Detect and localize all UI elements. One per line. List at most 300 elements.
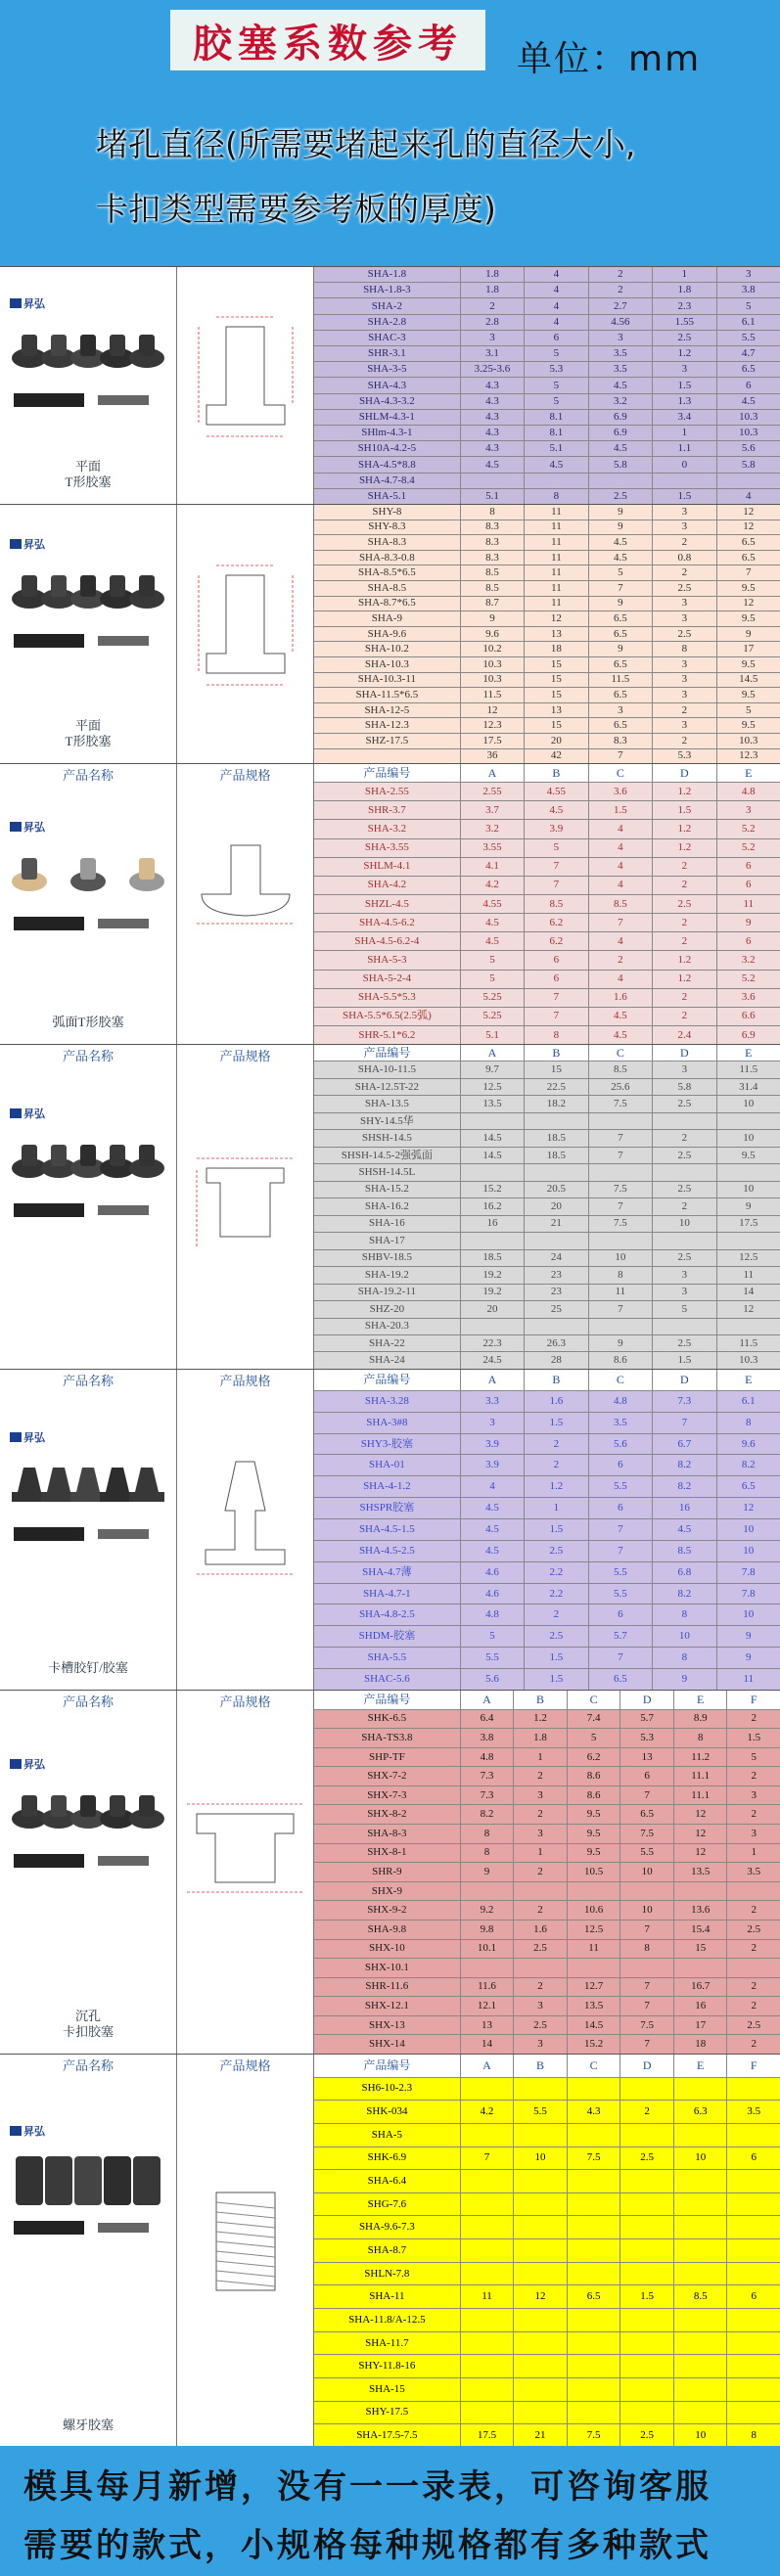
dimension-value: 14.5 (739, 673, 758, 686)
dimension-value: 1 (514, 1748, 568, 1767)
dimension-value: 2 (751, 1770, 757, 1783)
dimension-value: 11 (461, 2285, 515, 2308)
product-code: SHAC-5.6 (314, 1669, 461, 1690)
dimension-value (674, 2239, 728, 2262)
brand-name: 昇弘 (23, 822, 45, 834)
dimension-value: 4.8 (461, 1604, 525, 1625)
product-code: SHX-8-2 (314, 1805, 461, 1824)
dimension-value: 6.9 (741, 1028, 756, 1041)
dimension-value: 5.1 (461, 1026, 525, 1044)
product-code: SHY3-胶塞 (314, 1434, 461, 1455)
dimension-value (620, 2193, 674, 2216)
dimension-value: 13.5 (674, 1863, 728, 1881)
table-row (314, 1026, 780, 1044)
dimension-value: 10 (620, 1863, 674, 1881)
dimension-value: 13 (525, 703, 588, 718)
product-code: SHP-TF (314, 1748, 461, 1767)
table-row (314, 1519, 780, 1541)
product-code: SHA-12.5T-22 (314, 1079, 461, 1095)
product-code: SHR-11.6 (314, 1978, 461, 1997)
dimension-value: 5.8 (653, 1079, 716, 1095)
dimension-value: 1.6 (589, 989, 653, 1007)
dimension-value: 6 (746, 879, 752, 891)
dimension-value: 5.6 (741, 442, 756, 455)
table-row (314, 1285, 780, 1301)
brand-logo (10, 1756, 45, 1772)
spec-tables (0, 266, 780, 2447)
dimension-value: 4 (525, 267, 588, 282)
dimension-value: 8.2 (461, 1805, 515, 1824)
dimension-value: 2 (514, 1767, 568, 1785)
product-code: SHA-4.7-8.4 (314, 474, 461, 488)
dimension-value: 7 (589, 1301, 653, 1317)
dimension-value: 10.6 (568, 1901, 621, 1920)
dimension-value (461, 2216, 515, 2238)
table-row (314, 1148, 780, 1164)
dimension-value (514, 2078, 568, 2101)
product-code: SHA-8.5 (314, 581, 461, 596)
product-code: SHA-8.7*6.5 (314, 597, 461, 611)
dimension-value: 7 (620, 1921, 674, 1939)
product-code: SHA-9.8 (314, 1921, 461, 1939)
dimension-table (314, 1045, 780, 1369)
header-col-e: E (745, 1046, 753, 1061)
product-code: SHA-11.7 (314, 2332, 461, 2355)
spec-section (0, 764, 780, 1045)
dimension-value: 2.5 (653, 1182, 716, 1198)
product-code: SHR-3.1 (314, 346, 461, 361)
dimension-value: 6.2 (568, 1748, 621, 1767)
dimension-value: 2.5 (653, 895, 716, 913)
product-code: SHX-7-2 (314, 1767, 461, 1785)
dimension-value: 10.1 (461, 1940, 515, 1959)
table-row (314, 1669, 780, 1690)
dimension-value: 3 (746, 803, 752, 816)
dimension-value: 2 (751, 1904, 757, 1917)
dimension-value: 1 (751, 1846, 757, 1859)
dimension-value: 2 (525, 1434, 588, 1455)
dimension-value: 5.5 (741, 331, 756, 343)
dimension-value: 2.5 (620, 2424, 674, 2447)
dimension-value: 4.8 (741, 785, 756, 797)
dimension-value: 4.3 (461, 410, 525, 425)
product-code: SHA-4.5-1.5 (314, 1519, 461, 1540)
dimension-value: 42 (525, 749, 588, 764)
dimension-value: 3 (653, 718, 716, 733)
dimension-value: 13.6 (674, 1901, 728, 1920)
brand-logo (10, 819, 45, 835)
dimension-value: 8 (674, 1729, 728, 1747)
spec-drawing-cell (177, 267, 314, 504)
dimension-value: 3 (514, 1997, 568, 2015)
dimension-value: 28 (525, 1352, 588, 1368)
product-code: SHA-2.55 (314, 783, 461, 800)
dimension-value: 1.6 (514, 1921, 568, 1939)
dimension-value (514, 2309, 568, 2331)
product-code: SHA-17 (314, 1233, 461, 1248)
dimension-value: 1.1 (653, 441, 716, 456)
dimension-value (461, 2402, 515, 2424)
dimension-value: 7 (746, 566, 752, 579)
brand-name: 昇弘 (23, 1759, 45, 1771)
table-row (314, 565, 780, 581)
dimension-value (620, 2170, 674, 2192)
table-row (314, 1498, 780, 1519)
dimension-value (674, 2078, 728, 2101)
dimension-value: 13.5 (568, 1997, 621, 2015)
product-code: SHA-3#8 (314, 1413, 461, 1433)
dimension-value: 9 (746, 916, 752, 928)
dimension-value: 6.1 (741, 1394, 756, 1407)
dimension-value: 10 (743, 1183, 755, 1196)
dimension-value: 15 (525, 688, 588, 702)
brand-name: 昇弘 (23, 2126, 45, 2138)
product-code: SHLM-4.3-1 (314, 410, 461, 425)
brand-name: 昇弘 (23, 298, 45, 310)
dimension-value (514, 2355, 568, 2377)
product-code: SHA-8-3 (314, 1825, 461, 1843)
dimension-value: 4.5 (589, 1026, 653, 1044)
dimension-value (727, 1959, 780, 1977)
dimension-value: 1.6 (525, 1391, 588, 1412)
column-header-spec: 产品规格 (219, 1694, 271, 1709)
product-code: SHA-3-5 (314, 362, 461, 377)
dimension-value (717, 1233, 780, 1248)
table-row (314, 718, 780, 734)
dimension-value: 18 (674, 2035, 728, 2054)
dimension-value: 5 (751, 1750, 757, 1763)
dimension-value (461, 2239, 515, 2262)
dimension-value: 4.5 (461, 1541, 525, 1561)
product-code: SHA-2.8 (314, 315, 461, 330)
dimension-value: 7.3 (653, 1391, 716, 1412)
dimension-value: 3 (514, 1786, 568, 1805)
dimension-value: 2.7 (589, 298, 653, 313)
column-header-name: 产品名称 (62, 1048, 114, 1063)
dimension-value: 10.3 (461, 673, 525, 688)
dimension-value: 2 (589, 951, 653, 969)
dimension-value (620, 2355, 674, 2377)
dimension-value: 7 (525, 858, 588, 876)
product-code: SHA-4-1.2 (314, 1476, 461, 1497)
dimension-value: 5.2 (741, 822, 756, 835)
table-row (314, 535, 780, 551)
dimension-value: 4.8 (461, 1748, 515, 1767)
dimension-value: 2 (653, 877, 716, 894)
brand-icon (10, 1432, 22, 1442)
header-code: 产品编号 (314, 1691, 461, 1709)
dimension-value (461, 1882, 515, 1901)
dimension-value: 2.5 (589, 489, 653, 504)
dimension-value: 12.1 (461, 1997, 515, 2015)
table-row (314, 877, 780, 895)
table-row (314, 2378, 780, 2402)
dimension-value: 5.2 (741, 972, 756, 985)
dimension-value: 5.2 (741, 841, 756, 854)
dimension-value (589, 1113, 653, 1129)
dimension-drawing (177, 806, 313, 1002)
dimension-value: 2 (751, 2000, 757, 2012)
dimension-value: 10 (514, 2147, 568, 2170)
dimension-value: 3 (461, 1413, 525, 1433)
dimension-value: 8.7 (461, 597, 525, 611)
dimension-value: 3.9 (461, 1455, 525, 1475)
label-strip (98, 2223, 149, 2233)
table-row (314, 2016, 780, 2036)
dimension-value: 2 (653, 535, 716, 550)
header-col-a: A (461, 2055, 515, 2077)
dimension-value: 1.3 (653, 394, 716, 409)
label-strip (98, 395, 149, 405)
dimension-value: 3 (653, 597, 716, 611)
table-row (314, 657, 780, 673)
dimension-value: 15.2 (568, 2035, 621, 2054)
table-row (314, 801, 780, 820)
dimension-value: 3 (653, 657, 716, 672)
dimension-value (620, 2402, 674, 2424)
dimension-value: 12 (743, 1502, 755, 1514)
dimension-value: 15.2 (461, 1182, 525, 1198)
dimension-value: 8.9 (674, 1710, 728, 1729)
dimension-value (620, 2332, 674, 2355)
spec-section (0, 267, 780, 505)
label-strip (14, 2221, 84, 2235)
dimension-value (674, 1959, 728, 1977)
table-row (314, 914, 780, 932)
brand-logo (10, 536, 45, 552)
dimension-value: 24 (525, 1250, 588, 1266)
product-code: SHA-9 (314, 611, 461, 626)
dimension-value: 4.7 (741, 347, 756, 360)
dimension-value: 9.7 (461, 1062, 525, 1077)
product-code: SHY-17.5 (314, 2402, 461, 2424)
dimension-value: 4.55 (525, 783, 588, 800)
dimension-value: 8 (461, 505, 525, 520)
dimension-value (727, 2170, 780, 2192)
dimension-value: 7.8 (741, 1565, 756, 1578)
table-row (314, 2216, 780, 2239)
header-col-d: D (620, 2055, 674, 2077)
column-header-spec: 产品规格 (219, 1048, 271, 1063)
table-row (314, 457, 780, 473)
dimension-value: 2 (653, 1008, 716, 1025)
product-code: SHA-6.4 (314, 2170, 461, 2192)
dimension-value (461, 2263, 515, 2285)
dimension-value: 2.8 (461, 315, 525, 330)
dimension-value: 8.6 (568, 1786, 621, 1805)
product-code: SHA-4.5-6.2 (314, 914, 461, 931)
dimension-value: 10 (653, 1626, 716, 1647)
dimension-value: 20 (461, 1301, 525, 1317)
dimension-value: 7 (589, 1198, 653, 1214)
dimension-value: 3.6 (589, 783, 653, 800)
product-code: SHA-3.2 (314, 820, 461, 837)
product-code: SHA-8.3 (314, 535, 461, 550)
table-row (314, 703, 780, 719)
category-name: 平面 T形胶塞 (65, 717, 112, 748)
dimension-value: 4.5 (589, 551, 653, 565)
dimension-value: 9 (746, 1651, 752, 1664)
product-code: SHA-10.3 (314, 657, 461, 672)
table-row (314, 1626, 780, 1648)
table-row (314, 1997, 780, 2016)
table-row (314, 346, 780, 362)
header-col-c: C (589, 764, 653, 782)
dimension-value: 2 (653, 932, 716, 950)
dimension-value: 5.5 (620, 1844, 674, 1863)
dimension-value: 1.5 (525, 1669, 588, 1690)
dimension-value: 8 (653, 1604, 716, 1625)
table-row (314, 2239, 780, 2263)
dimension-value: 17 (674, 2016, 728, 2035)
table-row (314, 1604, 780, 1626)
product-code: SHA-20.3 (314, 1319, 461, 1334)
dimension-value: 5 (525, 378, 588, 392)
product-code: SHA-1.8-3 (314, 283, 461, 297)
dimension-value: 11 (525, 565, 588, 580)
label-strip (14, 1203, 84, 1217)
table-row (314, 2147, 780, 2171)
dimension-value: 8.5 (653, 1541, 716, 1561)
header-col-a: A (461, 1045, 525, 1061)
table-header-row (314, 1045, 780, 1062)
dimension-value (620, 2309, 674, 2331)
dimension-value (461, 2332, 515, 2355)
dimension-drawing (177, 536, 313, 732)
dimension-value: 2.5 (514, 2016, 568, 2035)
dimension-value: 5 (525, 839, 588, 857)
header-code: 产品编号 (314, 764, 461, 782)
table-row (314, 627, 780, 643)
dimension-value: 11.1 (674, 1786, 728, 1805)
dimension-value: 2 (525, 1455, 588, 1475)
product-photo (10, 1453, 166, 1521)
dimension-value: 5.25 (461, 1008, 525, 1025)
dimension-value: 8.1 (525, 426, 588, 440)
product-code: SHY-8 (314, 505, 461, 520)
product-code: SHR-5.1*6.2 (314, 1026, 461, 1044)
dimension-value: 3 (653, 688, 716, 702)
dimension-value: 6.5 (620, 1805, 674, 1824)
dimension-value: 9.6 (461, 627, 525, 642)
dimension-value (568, 2216, 621, 2238)
dimension-value: 21 (525, 1216, 588, 1232)
dimension-value: 4 (525, 315, 588, 330)
dimension-value: 5.6 (589, 1434, 653, 1455)
dimension-value: 10.3 (739, 427, 758, 439)
dimension-value: 13 (525, 627, 588, 642)
dimension-value: 10.3 (461, 657, 525, 672)
table-row (314, 1198, 780, 1215)
product-code (314, 749, 461, 764)
product-code: SHA-1.8 (314, 267, 461, 282)
dimension-value: 9 (461, 1863, 515, 1881)
dimension-value: 20 (525, 1198, 588, 1214)
dimension-value: 5.7 (620, 1710, 674, 1729)
dimension-value: 17.5 (739, 1217, 758, 1230)
header-col-b: B (514, 1691, 568, 1709)
product-code: SHX-7-3 (314, 1786, 461, 1805)
category-name: 沉孔 卡扣胶塞 (62, 2008, 114, 2039)
dimension-value: 3.55 (461, 839, 525, 857)
dimension-value: 10 (743, 1522, 755, 1535)
dimension-value: 3 (653, 505, 716, 520)
dimension-drawing (177, 2153, 313, 2349)
dimension-value: 8.5 (461, 581, 525, 596)
dimension-value: 5.5 (514, 2101, 568, 2123)
brand-logo (10, 1429, 45, 1445)
dimension-value: 2.3 (653, 298, 716, 313)
product-code: SHA-4.3-3.2 (314, 394, 461, 409)
dimension-value (589, 1164, 653, 1180)
product-code: SHK-034 (314, 2101, 461, 2123)
dimension-value: 5.5 (461, 1648, 525, 1668)
dimension-value: 7.4 (568, 1710, 621, 1729)
product-code: SH10A-4.2-5 (314, 441, 461, 456)
dimension-value: 9.5 (741, 719, 756, 732)
brand-name: 昇弘 (23, 1432, 45, 1444)
dimension-value (461, 1233, 525, 1248)
dimension-value: 12.5 (739, 1251, 758, 1264)
dimension-value: 9.5 (741, 581, 756, 594)
dimension-value: 4 (746, 489, 752, 502)
table-row (314, 1233, 780, 1249)
table-row (314, 2332, 780, 2356)
table-row (314, 2124, 780, 2147)
product-code: SHAC-3 (314, 331, 461, 345)
category-cell (0, 2055, 177, 2447)
dimension-value (674, 2263, 728, 2285)
dimension-value (461, 2309, 515, 2331)
dimension-value: 6 (746, 934, 752, 947)
dimension-value: 9.6 (741, 1437, 756, 1450)
brand-logo (10, 295, 45, 311)
dimension-value: 14.5 (461, 1148, 525, 1163)
header-col-d: D (653, 764, 716, 782)
product-code: SHA-24 (314, 1352, 461, 1368)
dimension-value: 2.5 (653, 627, 716, 642)
dimension-value: 18.5 (525, 1148, 588, 1163)
table-row (314, 1267, 780, 1284)
dimension-value: 8 (620, 1940, 674, 1959)
spec-drawing-cell (177, 764, 314, 1044)
spec-section (0, 1691, 780, 2055)
dimension-value: 3 (751, 1827, 757, 1839)
dimension-value: 10.2 (461, 642, 525, 656)
dimension-value (727, 2263, 780, 2285)
dimension-value: 11 (525, 581, 588, 596)
dimension-value: 3 (653, 1267, 716, 1283)
product-code: SHA-10-11.5 (314, 1062, 461, 1077)
brand-logo (10, 2123, 45, 2139)
table-row (314, 1901, 780, 1921)
brand-icon (10, 1108, 22, 1118)
dimension-value: 22.5 (525, 1079, 588, 1095)
note-line-2: 卡扣类型需要参考板的厚度) (96, 190, 496, 228)
dimension-value (717, 1319, 780, 1334)
product-code: SHX-9 (314, 1882, 461, 1901)
dimension-value: 2.5 (653, 1096, 716, 1111)
column-header-spec: 产品规格 (219, 767, 271, 783)
category-cell (0, 1370, 177, 1690)
dimension-value: 4 (589, 877, 653, 894)
dimension-value: 1.5 (747, 1731, 761, 1743)
dimension-value: 8 (751, 2429, 757, 2442)
table-row (314, 1767, 780, 1786)
dimension-value: 5.3 (620, 1729, 674, 1747)
dimension-value: 12 (743, 505, 755, 518)
table-row (314, 1301, 780, 1318)
